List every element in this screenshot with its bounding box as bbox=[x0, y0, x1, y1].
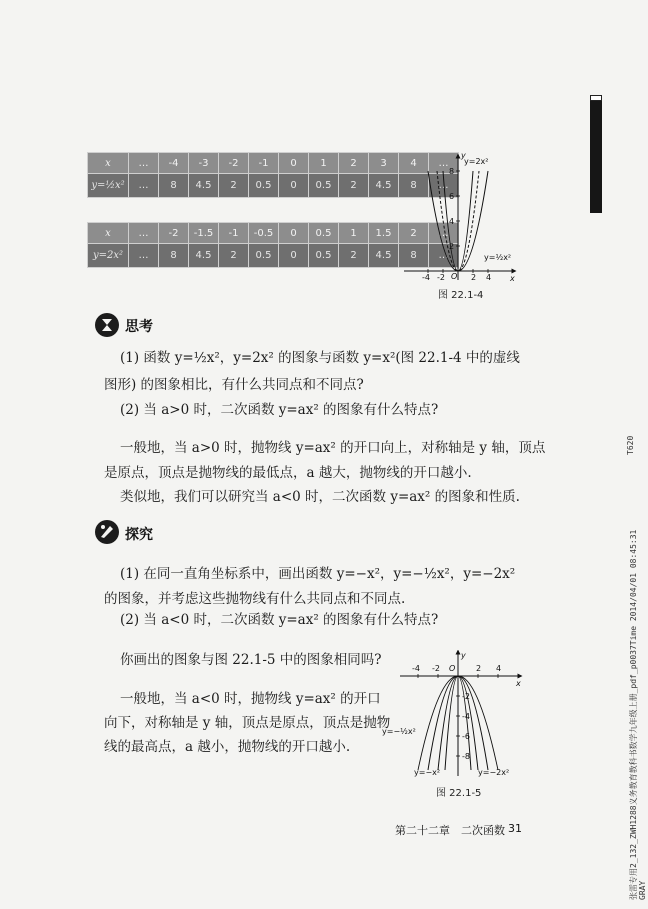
para1-line3: 类似地，我们可以研究当 a<0 时，二次函数 y=ax² 的图象和性质. bbox=[120, 489, 520, 505]
para2-line3: 线的最高点，a 越小，抛物线的开口越小. bbox=[104, 739, 351, 755]
fig2-ytick-3: -8 bbox=[462, 752, 470, 761]
page-number: 31 bbox=[508, 822, 522, 835]
table1-header-cell: -1 bbox=[249, 153, 279, 174]
table2-row-cell: … bbox=[129, 244, 159, 268]
para2-question: 你画出的图象与图 22.1-5 中的图象相同吗? bbox=[120, 652, 382, 668]
table1-row-cell: 0.5 bbox=[249, 174, 279, 198]
fig1-ytick-2: 4 bbox=[449, 217, 455, 226]
para2-line2: 向下，对称轴是 y 轴，顶点是原点，顶点是抛物 bbox=[104, 715, 391, 731]
table1-row-cell: 2 bbox=[339, 174, 369, 198]
table1-row-cell: 8 bbox=[399, 174, 429, 198]
table1-header-cell: 2 bbox=[339, 153, 369, 174]
fig1-xtick-1: -2 bbox=[437, 273, 445, 282]
fig1-ytick-1: 6 bbox=[449, 192, 455, 201]
explore-q2: (2) 当 a<0 时，二次函数 y=ax² 的图象有什么特点? bbox=[120, 612, 439, 628]
table1-row-cell: 2 bbox=[219, 174, 249, 198]
fig1-xtick-2: 2 bbox=[471, 273, 477, 282]
side-line2: GRAY bbox=[638, 880, 647, 900]
explore-icon bbox=[95, 520, 119, 544]
table2-header-cell: … bbox=[429, 223, 459, 244]
para1-line1: 一般地，当 a>0 时，抛物线 y=ax² 的开口向上，对称轴是 y 轴，顶点 bbox=[120, 440, 546, 456]
fig2-y-label: y bbox=[461, 651, 466, 660]
figure-22-1-4 bbox=[400, 148, 520, 283]
para2-line1: 一般地，当 a<0 时，抛物线 y=ax² 的开口 bbox=[120, 691, 381, 707]
table2-row-cell: 0.5 bbox=[309, 244, 339, 268]
explore-title: 探究 bbox=[125, 527, 153, 543]
fig2-label-neg2: y=−2x² bbox=[478, 768, 510, 777]
table1-header-cell: … bbox=[129, 153, 159, 174]
fig1-y-label: y bbox=[461, 151, 466, 160]
fig2-ytick-0: -2 bbox=[462, 692, 470, 701]
table2-row-cell: 4.5 bbox=[369, 244, 399, 268]
fig2-ytick-1: -4 bbox=[462, 712, 470, 721]
fig2-xtick-3: 4 bbox=[496, 664, 502, 673]
think-q1b: 图形) 的图象相比，有什么共同点和不同点? bbox=[104, 377, 364, 393]
table2-row-cell: 8 bbox=[159, 244, 189, 268]
side-code: T620 bbox=[626, 435, 635, 455]
fig2-ytick-2: -6 bbox=[462, 732, 470, 741]
fig1-xtick-3: 4 bbox=[486, 273, 492, 282]
table2-row-cell: … bbox=[429, 244, 459, 268]
explore-q1b: 的图象，并考虑这些抛物线有什么共同点和不同点. bbox=[104, 591, 406, 607]
fig2-x-label: x bbox=[516, 679, 521, 688]
fig1-label-top: y=2x² bbox=[464, 157, 489, 166]
fig1-xtick-0: -4 bbox=[422, 273, 430, 282]
think-title: 思考 bbox=[125, 319, 153, 335]
fig2-label-neg: y=−x² bbox=[414, 768, 441, 777]
think-q2: (2) 当 a>0 时，二次函数 y=ax² 的图象有什么特点? bbox=[120, 402, 439, 418]
table2-header-cell: … bbox=[129, 223, 159, 244]
scan-marker bbox=[590, 95, 602, 213]
table2-row-cell: 4.5 bbox=[189, 244, 219, 268]
para1-line2: 是原点，顶点是抛物线的最低点，a 越大，抛物线的开口越小. bbox=[104, 465, 472, 481]
fig2-xtick-2: 2 bbox=[476, 664, 482, 673]
fig1-caption: 图 22.1-4 bbox=[438, 290, 484, 301]
table2-header-cell: 2 bbox=[399, 223, 429, 244]
table2-header-cell: 0.5 bbox=[309, 223, 339, 244]
table1-header-cell: -3 bbox=[189, 153, 219, 174]
fig1-x-label: x bbox=[510, 274, 515, 283]
table1-header-cell: … bbox=[429, 153, 459, 174]
think-q1: (1) 函数 y=½x²，y=2x² 的图象与函数 y=x²(图 22.1-4 中的虚线 bbox=[120, 350, 520, 366]
table2-row-label: y=2x² bbox=[88, 244, 129, 268]
fig1-ytick-3: 2 bbox=[449, 242, 455, 251]
table2-header-cell: -1.5 bbox=[189, 223, 219, 244]
figure-22-1-5 bbox=[380, 650, 530, 780]
table1-header-cell: -4 bbox=[159, 153, 189, 174]
table2-header-cell: -2 bbox=[159, 223, 189, 244]
table1-row-cell: … bbox=[129, 174, 159, 198]
table2-header-cell: 0 bbox=[279, 223, 309, 244]
table1-row-cell: 0.5 bbox=[309, 174, 339, 198]
table2-row-cell: 0.5 bbox=[249, 244, 279, 268]
footer-chapter: 第二十二章 二次函数 bbox=[395, 824, 505, 837]
table2-header-cell: 1 bbox=[339, 223, 369, 244]
table1-row-label: y=½x² bbox=[88, 174, 129, 198]
table2-row-cell: 2 bbox=[339, 244, 369, 268]
table1-header-cell: 1 bbox=[309, 153, 339, 174]
table1-row-cell: 8 bbox=[159, 174, 189, 198]
fig2-caption: 图 22.1-5 bbox=[436, 788, 482, 799]
table2-header-cell: 1.5 bbox=[369, 223, 399, 244]
table1-row-cell: … bbox=[429, 174, 459, 198]
explore-q1: (1) 在同一直角坐标系中，画出函数 y=−x²，y=−½x²，y=−2x² bbox=[120, 566, 516, 582]
scan-marker-tip bbox=[590, 95, 602, 101]
table1-row-cell: 4.5 bbox=[369, 174, 399, 198]
table2-header-label: x bbox=[88, 223, 129, 244]
table2-row-cell: 0 bbox=[279, 244, 309, 268]
table2-header-cell: -0.5 bbox=[249, 223, 279, 244]
fig1-label-mid: y=½x² bbox=[484, 253, 512, 262]
table1-header-label: x bbox=[88, 153, 129, 174]
table1-header-cell: 0 bbox=[279, 153, 309, 174]
table1-row-cell: 0 bbox=[279, 174, 309, 198]
fig2-label-half: y=−½x² bbox=[382, 727, 416, 736]
side-line1: 张雷专用2_132_ZWH1288义务教育教科书数学九年级上册_pdf_p0037Time 2014/04/01 08:45:31 bbox=[629, 529, 638, 900]
fig2-xtick-1: -2 bbox=[432, 664, 440, 673]
fig1-ytick-0: 8 bbox=[449, 167, 455, 176]
fig2-xtick-0: -4 bbox=[412, 664, 420, 673]
fig1-origin: O bbox=[451, 272, 458, 281]
table1-row-cell: 4.5 bbox=[189, 174, 219, 198]
table1-header-cell: -2 bbox=[219, 153, 249, 174]
table2-row-cell: 2 bbox=[219, 244, 249, 268]
table2-header-cell: -1 bbox=[219, 223, 249, 244]
think-icon bbox=[95, 313, 119, 337]
table1-header-cell: 4 bbox=[399, 153, 429, 174]
fig2-origin: O bbox=[449, 664, 456, 673]
table1-header-cell: 3 bbox=[369, 153, 399, 174]
table2-row-cell: 8 bbox=[399, 244, 429, 268]
